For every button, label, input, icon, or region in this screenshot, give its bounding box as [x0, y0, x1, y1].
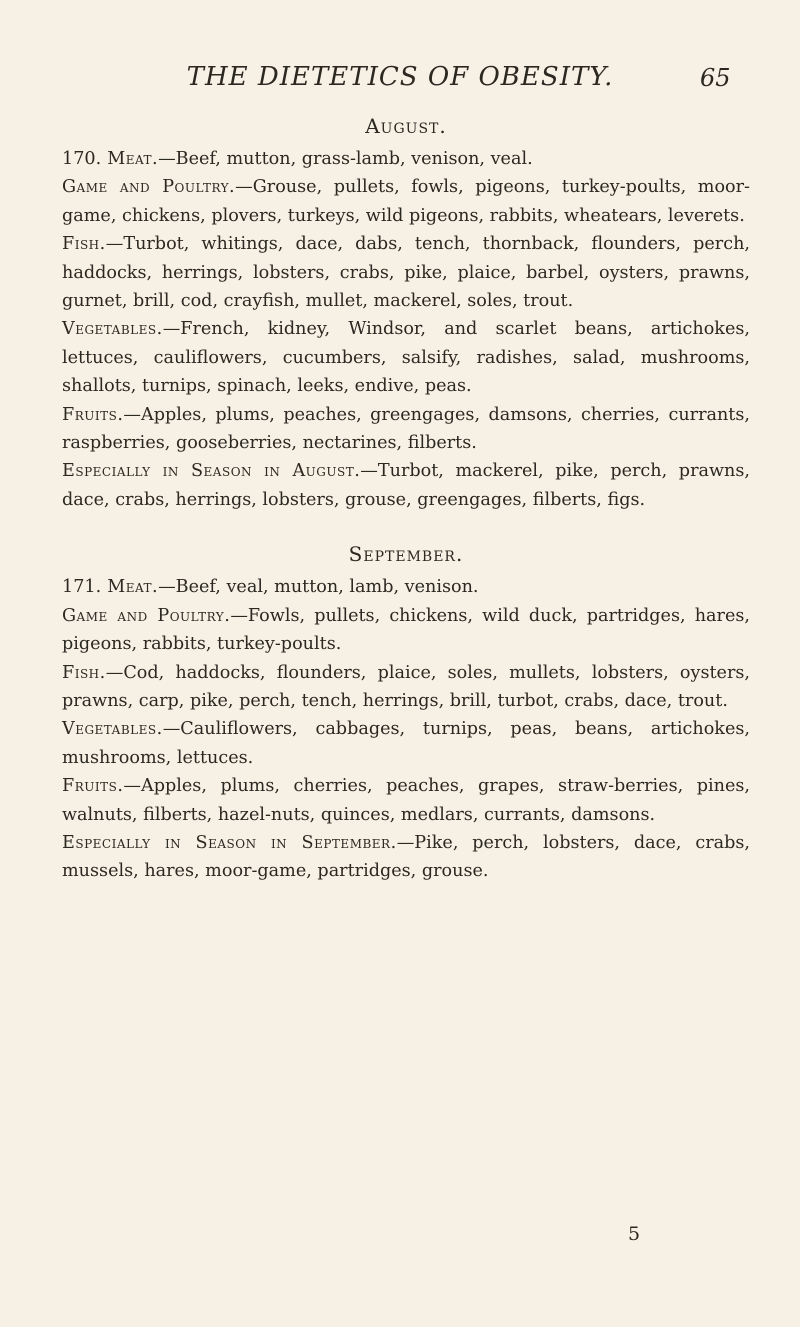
entry-text: —Turbot, mackerel, pike, perch, prawns, dace, crabs, herrings, lobsters, grouse, greengages, filberts, figs. [62, 461, 750, 510]
entry-meat [62, 145, 750, 173]
entry-text: —French, kidney, Windsor, and scarlet beans, artichokes, lettuces, cauliflowers, cucumbers, salsify, radishes, salad, mushrooms, shallots, turnips, spinach, leeks, endive, peas. [62, 319, 750, 397]
entry-fish [62, 659, 750, 716]
signature-mark: 5 [628, 1223, 641, 1245]
entry-number: 170. [62, 149, 102, 169]
entry-vegetables [62, 315, 750, 400]
entry-number: 171. [62, 577, 102, 598]
section-heading-august: August. [365, 114, 447, 138]
entry-label: Fruits. [62, 776, 124, 797]
entry-text: —Beef, mutton, grass-lamb, venison, veal. [158, 149, 533, 169]
entry-text: —Cauliflowers, cabbages, turnips, peas, beans, artichokes, mushrooms, lettuces. [62, 719, 750, 768]
entry-meat [62, 573, 750, 601]
section-heading-september: September. [348, 542, 464, 567]
entry-fruits [62, 401, 750, 458]
entry-text: —Beef, veal, mutton, lamb, venison. [158, 577, 479, 598]
entry-text: —Grouse, pullets, fowls, pigeons, turkey-poults, moor-game, chickens, plovers, turkeys, wild pigeons, rabbits, wheatears, leverets. [62, 177, 750, 226]
entry-especially-in-season [62, 829, 750, 886]
entry-label: Fruits. [62, 404, 124, 425]
entry-label: Vegetables. [62, 719, 163, 740]
entry-label: Especially in Season in September. [62, 832, 397, 853]
text-block [62, 110, 750, 886]
running-title: THE DIETETICS OF OBESITY. [186, 62, 614, 92]
entry-text: —Turbot, whitings, dace, dabs, tench, thornback, flounders, perch, haddocks, herrings, lobsters, crabs, pike, plaice, barbel, oysters, prawns, gurnet, brill, cod, crayfish, mullet, mackerel, soles, trout. [62, 234, 750, 312]
entry-text: —Fowls, pullets, chickens, wild duck, partridges, hares, pigeons, rabbits, turkey-poults. [62, 605, 750, 655]
entry-text: —Apples, plums, peaches, greengages, damsons, cherries, currants, raspberries, gooseberries, nectarines, filberts. [62, 404, 750, 454]
entry-label: Fish. [62, 662, 106, 683]
entry-fish [62, 230, 750, 315]
entry-game-and-poultry [62, 602, 750, 659]
entry-label: Game and Poultry. [62, 605, 231, 626]
entry-fruits [62, 772, 750, 829]
entry-label: Meat. [107, 149, 159, 169]
entry-text: —Apples, plums, cherries, peaches, grapes, straw-berries, pines, walnuts, filberts, hazel-nuts, quinces, medlars, currants, damsons. [62, 776, 750, 825]
page-number: 65 [700, 64, 731, 92]
entry-text: —Pike, perch, lobsters, dace, crabs, mussels, hares, moor-game, partridges, grouse. [62, 832, 750, 882]
entry-label: Meat. [107, 577, 159, 598]
entry-vegetables [62, 715, 750, 772]
entry-text: —Cod, haddocks, flounders, plaice, soles, mullets, lobsters, oysters, prawns, carp, pike, perch, tench, herrings, brill, turbot, crabs, dace, trout. [62, 662, 750, 711]
entry-especially-in-season [62, 457, 750, 514]
entry-game-and-poultry [62, 173, 750, 230]
entry-label: Vegetables. [62, 319, 163, 340]
entry-label: Game and Poultry. [62, 177, 236, 198]
entry-label: Especially in Season in August. [62, 461, 361, 482]
entry-label: Fish. [62, 234, 106, 255]
running-head [0, 62, 800, 98]
